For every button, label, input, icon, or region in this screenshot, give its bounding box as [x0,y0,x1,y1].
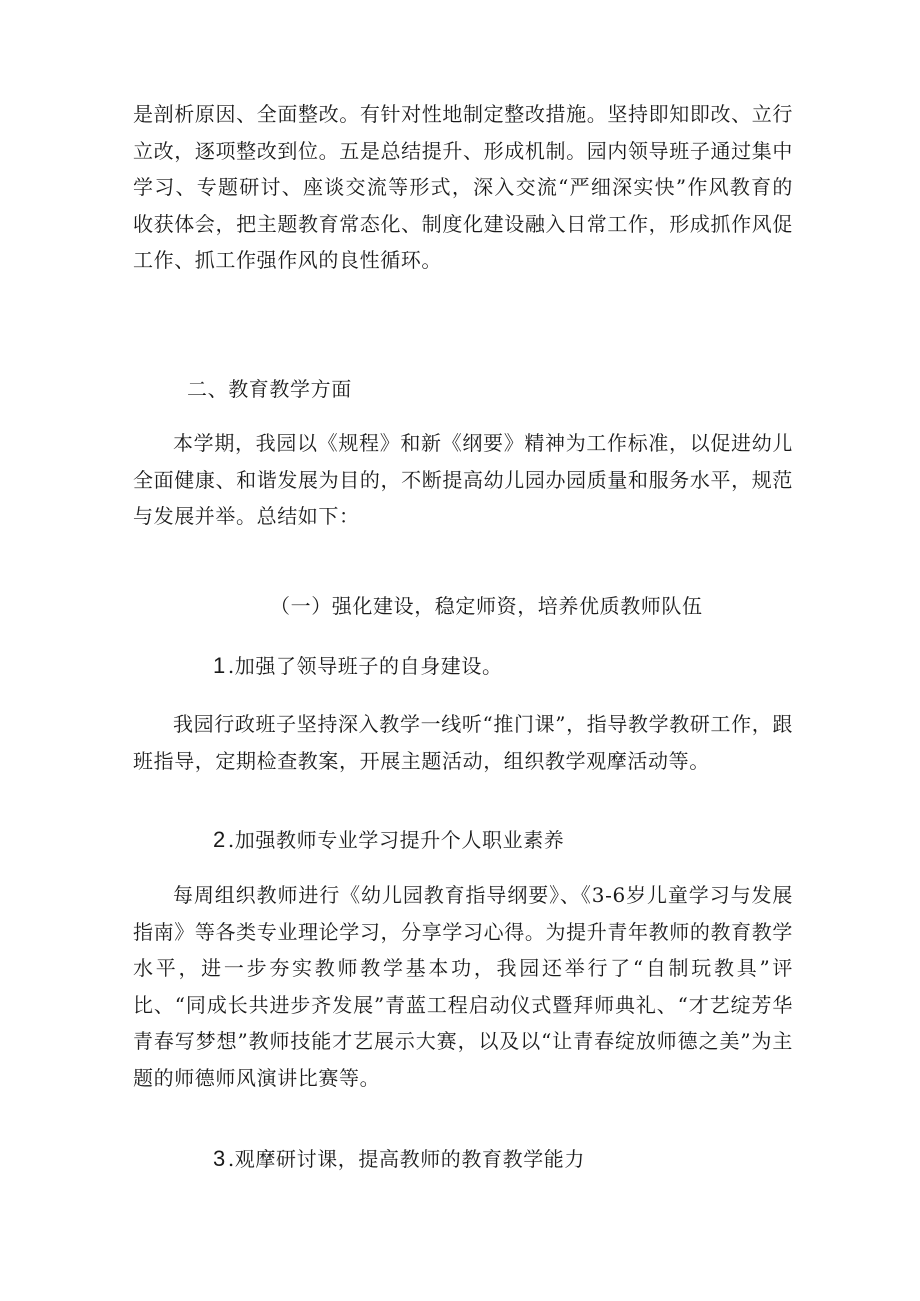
item-1-number: 1 [213,653,226,678]
item-1-heading [213,648,503,684]
paragraph-continuation: 是剖析原因、全面整改。有针对性地制定整改措施。坚持即知即改、立行立改，逐项整改到位。五是总结提升、形成机制。园内领导班子通过集中学习、专题研讨、座谈交流等形式，深入交流“严细深实快”作风教育的收获体会，把主题教育常态化、制度化建设融入日常工作，形成抓作风促工作、抓工作强作风的良性循环。 [133,102,793,272]
item-2-heading [213,822,564,858]
item-3-title: .观摩研讨课，提高教师的教育教学能力 [227,1147,586,1171]
subsection-heading: （一）强化建设，稳定师资，培养优质教师队伍 [270,594,703,618]
item-3-heading [213,1141,585,1177]
item-3-number: 3 [213,1146,226,1171]
paragraph-item-2: 每周组织教师进行《幼儿园教育指导纲要》、《3-6岁儿童学习与发展指南》等各类专业理论学习，分享学习心得。为提升青年教师的教育教学水平，进一步夯实教师教学基本功，我园还举行了“自制玩教具”评比、“同成长共进步齐发展”青蓝工程启动仪式暨拜师典礼、“才艺绽芳华青春写梦想”教师技能才艺展示大赛，以及以“让青春绽放师德之美”为主题的师德师风演讲比赛等。 [133,883,793,1090]
item-2-title: .加强教师专业学习提升个人职业素养 [227,828,565,852]
paragraph-item-1: 我园行政班子坚持深入教学一线听“推门课”，指导教学教研工作，跟班指导，定期检查教案，开展主题活动，组织教学观摩活动等。 [133,712,793,773]
item-1-title: .加强了领导班子的自身建设。 [227,654,503,678]
paragraph-intro: 本学期，我园以《规程》和新《纲要》精神为工作标准，以促进幼儿全面健康、和谐发展为目的，不断提高幼儿园办园质量和服务水平，规范与发展并举。总结如下： [133,431,793,528]
section-heading: 二、教育教学方面 [187,377,352,401]
item-2-number: 2 [213,827,226,852]
